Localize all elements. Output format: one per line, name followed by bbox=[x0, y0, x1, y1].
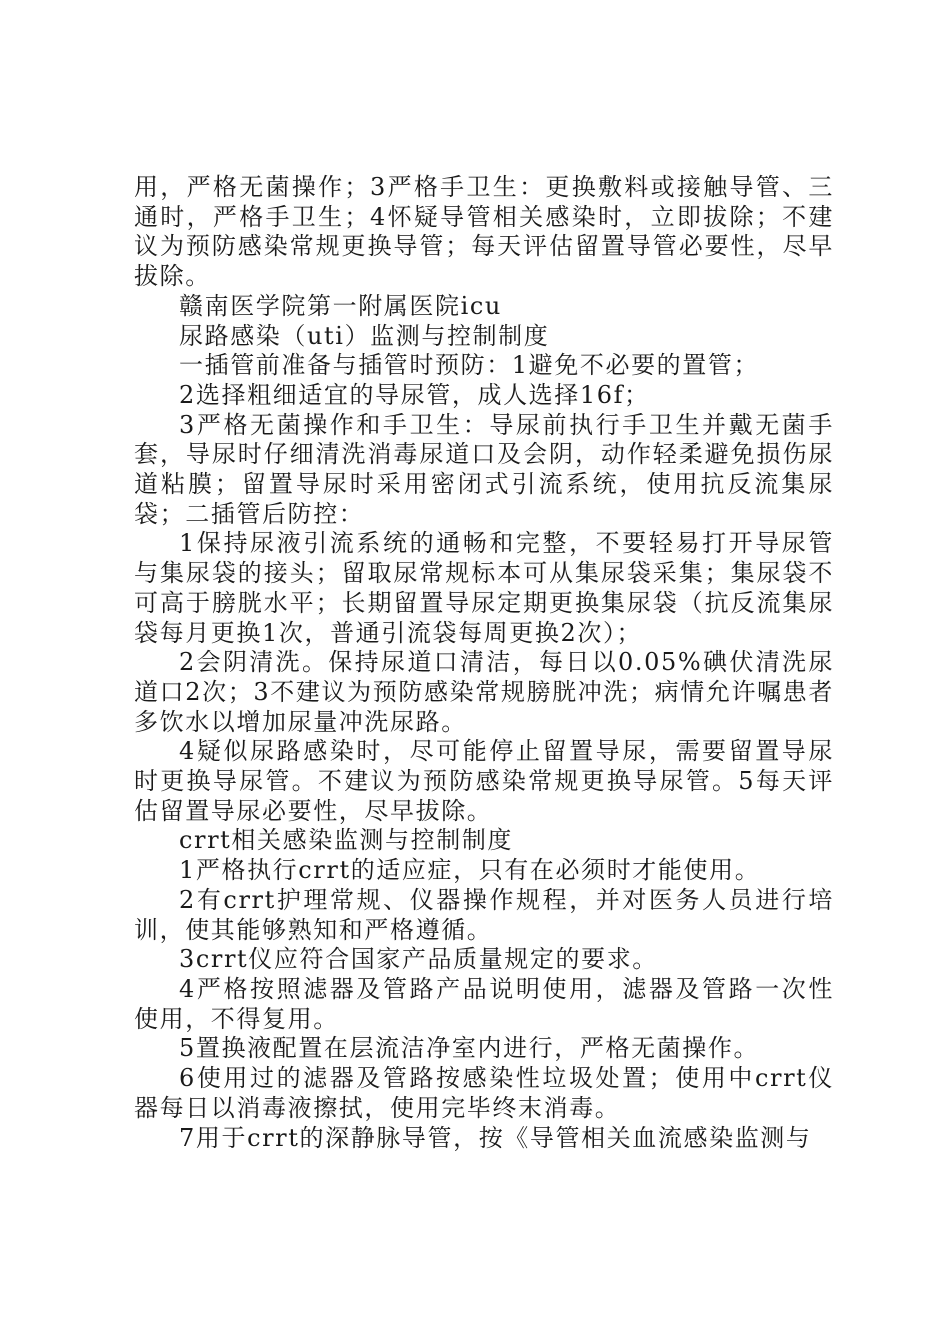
paragraph-uti-drainage: 1保持尿液引流系统的通畅和完整，不要轻易打开导尿管与集尿袋的接头；留取尿常规标本可从集尿袋采集；集尿袋不可高于膀胱水平；长期留置导尿定期更换集尿袋（抗反流集尿袋每月更换1次，普通引流袋每周更换2次）； bbox=[134, 529, 834, 647]
paragraph-crrt-device: 3crrt仪应符合国家产品质量规定的要求。 bbox=[179, 945, 658, 974]
paragraph-uti-suspected: 4疑似尿路感染时，尽可能停止留置导尿，需要留置导尿时更换导尿管。不建议为预防感染常规更换导尿管。5每天评估留置导尿必要性，尽早拔除。 bbox=[134, 737, 834, 825]
paragraph-hospital-name: 赣南医学院第一附属医院icu bbox=[179, 291, 502, 320]
document-body bbox=[134, 173, 834, 1153]
paragraph-crrt-filter: 4严格按照滤器及管路产品说明使用，滤器及管路一次性使用，不得复用。 bbox=[134, 974, 834, 1033]
paragraph-crrt-disposal: 6使用过的滤器及管路按感染性垃圾处置；使用中crrt仪器每日以消毒液擦拭，使用完毕终末消毒。 bbox=[134, 1064, 834, 1122]
paragraph-crrt-training: 2有crrt护理常规、仪器操作规程，并对医务人员进行培训，使其能够熟知和严格遵循。 bbox=[134, 885, 834, 944]
paragraph-uti-aseptic: 3严格无菌操作和手卫生：导尿前执行手卫生并戴无菌手套，导尿时仔细清洗消毒尿道口及会阴，动作轻柔避免损伤尿道粘膜；留置导尿时采用密闭式引流系统，使用抗反流集尿袋；二插管后防控： bbox=[134, 410, 834, 528]
paragraph-uti-perineal-care: 2会阴清洗。保持尿道口清洁，每日以0.05%碘伏清洗尿道口2次；3不建议为预防感染常规膀胱冲洗；病情允许嘱患者多饮水以增加尿量冲洗尿路。 bbox=[134, 648, 834, 736]
paragraph-crrt-catheter: 7用于crrt的深静脉导管，按《导管相关血流感染监测与 bbox=[179, 1123, 812, 1152]
paragraph-uti-title: 尿路感染（uti）监测与控制制度 bbox=[179, 321, 550, 350]
paragraph-crrt-indication: 1严格执行crrt的适应症，只有在必须时才能使用。 bbox=[179, 856, 761, 885]
paragraph-uti-catheter-size: 2选择粗细适宜的导尿管，成人选择16f； bbox=[179, 380, 650, 409]
paragraph-uti-pre-insertion: 一插管前准备与插管时预防：1避免不必要的置管； bbox=[179, 351, 760, 380]
paragraph-catheter-continued: 用，严格无菌操作；3严格手卫生：更换敷料或接触导管、三通时，严格手卫生；4怀疑导管相关感染时，立即拔除；不建议为预防感染常规更换导管；每天评估留置导管必要性，尽早拔除。 bbox=[134, 173, 834, 291]
paragraph-crrt-replacement-fluid: 5置换液配置在层流洁净室内进行，严格无菌操作。 bbox=[179, 1034, 760, 1063]
paragraph-crrt-title: crrt相关感染监测与控制制度 bbox=[179, 826, 514, 855]
